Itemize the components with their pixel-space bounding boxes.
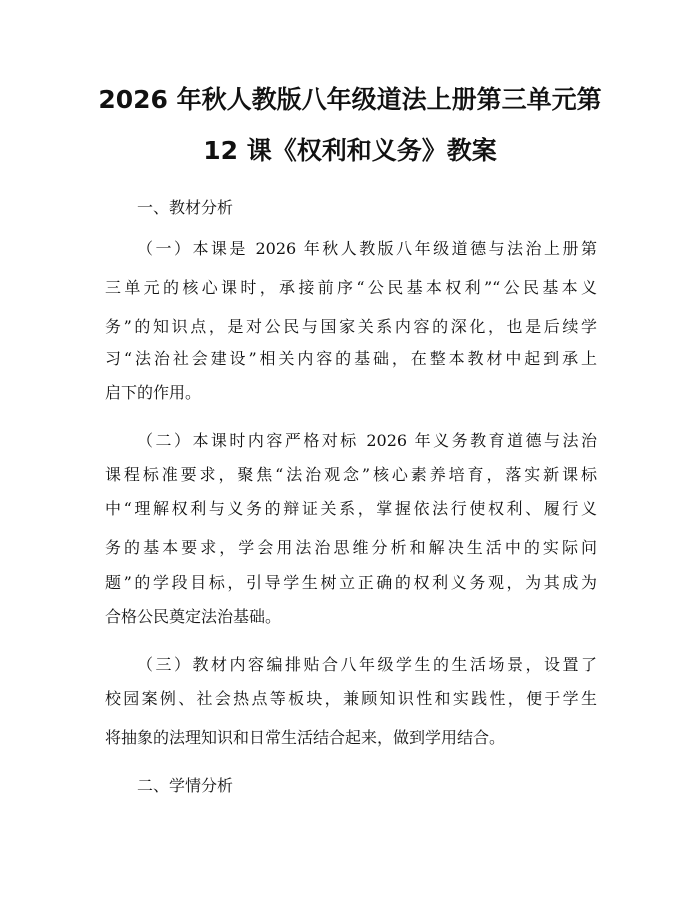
paragraph-3-line-2: 校园案例、社会热点等板块，兼顾知识性和实践性，便于学生: [105, 689, 597, 708]
paragraph-3-line-3: 将抽象的法理知识和日常生活结合起来，做到学用结合。: [105, 728, 506, 747]
section-heading-textbook-analysis: 一、教材分析: [137, 198, 234, 217]
paragraph-1-line-3: 务”的知识点，是对公民与国家关系内容的深化，也是后续学: [105, 317, 597, 336]
document-title-line-1: 2026 年秋人教版八年级道法上册第三单元第: [98, 85, 602, 114]
paragraph-2-line-2: 课程标准要求，聚焦“法治观念”核心素养培育，落实新课标: [105, 465, 597, 484]
paragraph-1-line-4: 习“法治社会建设”相关内容的基础，在整本教材中起到承上: [105, 349, 597, 368]
paragraph-3-line-1: （三）教材内容编排贴合八年级学生的生活场景，设置了: [137, 655, 597, 674]
paragraph-2-line-1: （二）本课时内容严格对标 2026 年义务教育道德与法治: [137, 431, 597, 450]
paragraph-1-line-1: （一）本课是 2026 年秋人教版八年级道德与法治上册第: [137, 239, 597, 258]
paragraph-2-line-3: 中“理解权利与义务的辩证关系，掌握依法行使权利、履行义: [105, 499, 597, 518]
paragraph-2-line-5: 题”的学段目标，引导学生树立正确的权利义务观，为其成为: [105, 573, 597, 592]
section-heading-student-analysis: 二、学情分析: [137, 776, 234, 795]
paragraph-2-line-4: 务的基本要求，学会用法治思维分析和解决生活中的实际问: [105, 538, 597, 557]
paragraph-1-line-5: 启下的作用。: [105, 383, 202, 402]
paragraph-2-line-6: 合格公民奠定法治基础。: [105, 607, 282, 626]
paragraph-1-line-2: 三单元的核心课时，承接前序“公民基本权利”“公民基本义: [105, 278, 597, 297]
document-title-line-2: 12 课《权利和义务》教案: [203, 136, 497, 165]
